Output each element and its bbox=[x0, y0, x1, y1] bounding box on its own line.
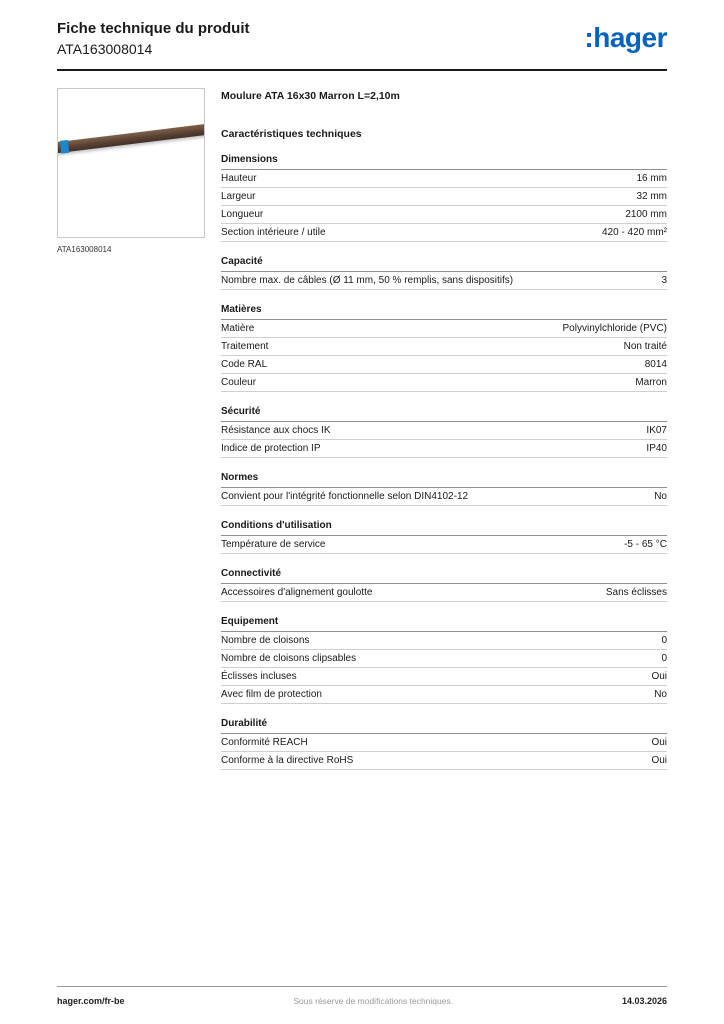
spec-value: Sans éclisses bbox=[605, 587, 667, 598]
spec-label: Couleur bbox=[221, 377, 257, 388]
spec-value: 32 mm bbox=[636, 191, 667, 202]
spec-label: Hauteur bbox=[221, 173, 257, 184]
spec-value: Oui bbox=[651, 737, 667, 748]
section-title: Durabilité bbox=[221, 718, 667, 734]
image-caption: ATA163008014 bbox=[57, 245, 112, 254]
spec-value: 420 - 420 mm² bbox=[601, 227, 667, 238]
spec-label: Matière bbox=[221, 323, 255, 334]
spec-label: Traitement bbox=[221, 341, 269, 352]
spec-row bbox=[221, 734, 667, 752]
spec-label: Convient pour l'intégrité fonctionnelle selon DIN4102-12 bbox=[221, 491, 469, 502]
spec-row bbox=[221, 584, 667, 602]
spec-section-securite bbox=[221, 406, 667, 458]
product-image bbox=[57, 88, 205, 238]
spec-row bbox=[221, 206, 667, 224]
doc-header-titles bbox=[57, 20, 250, 57]
doc-footer bbox=[57, 986, 667, 1006]
trunking-photo bbox=[57, 123, 205, 154]
spec-label: Nombre max. de câbles (Ø 11 mm, 50 % remplis, sans dispositifs) bbox=[221, 275, 514, 286]
spec-value: IP40 bbox=[646, 443, 667, 454]
spec-row bbox=[221, 668, 667, 686]
page-title: Fiche technique du produit bbox=[57, 20, 250, 37]
spec-row bbox=[221, 536, 667, 554]
spec-row bbox=[221, 338, 667, 356]
spec-value: 0 bbox=[661, 653, 667, 664]
spec-label: Nombre de cloisons bbox=[221, 635, 310, 646]
footer-site: hager.com/fr-be bbox=[57, 996, 125, 1006]
spec-label: Conformité REACH bbox=[221, 737, 308, 748]
spec-row bbox=[221, 272, 667, 290]
spec-row bbox=[221, 374, 667, 392]
spec-row bbox=[221, 188, 667, 206]
spec-section-dimensions bbox=[221, 154, 667, 242]
section-title: Dimensions bbox=[221, 154, 667, 170]
footer-row bbox=[57, 996, 667, 1006]
spec-value: -5 - 65 °C bbox=[624, 539, 667, 550]
spec-row bbox=[221, 752, 667, 770]
characteristics-heading: Caractéristiques techniques bbox=[221, 128, 362, 140]
product-sticker bbox=[60, 140, 70, 154]
spec-row bbox=[221, 170, 667, 188]
spec-section-equipement bbox=[221, 616, 667, 704]
spec-row bbox=[221, 422, 667, 440]
spec-sections bbox=[221, 154, 667, 770]
spec-value: Marron bbox=[635, 377, 667, 388]
spec-value: 2100 mm bbox=[625, 209, 667, 220]
spec-label: Avec film de protection bbox=[221, 689, 322, 700]
section-title: Equipement bbox=[221, 616, 667, 632]
section-title: Conditions d'utilisation bbox=[221, 520, 667, 536]
main-content bbox=[0, 71, 724, 770]
spec-section-conditions-utilisation bbox=[221, 520, 667, 554]
spec-label: Longueur bbox=[221, 209, 264, 220]
spec-value: 0 bbox=[661, 635, 667, 646]
footer-divider bbox=[57, 986, 667, 987]
spec-label: Code RAL bbox=[221, 359, 268, 370]
section-title: Sécurité bbox=[221, 406, 667, 422]
spec-row bbox=[221, 440, 667, 458]
product-image-column bbox=[57, 88, 205, 770]
spec-label: Section intérieure / utile bbox=[221, 227, 326, 238]
doc-header bbox=[0, 0, 724, 57]
spec-label: Accessoires d'alignement goulotte bbox=[221, 587, 373, 598]
hager-logo: :hager bbox=[584, 22, 667, 53]
spec-value: IK07 bbox=[646, 425, 667, 436]
spec-value: Oui bbox=[651, 671, 667, 682]
spec-row bbox=[221, 686, 667, 704]
footer-date: 14.03.2026 bbox=[621, 996, 667, 1006]
product-title: Moulure ATA 16x30 Marron L=2,10m bbox=[221, 90, 400, 102]
spec-value: 8014 bbox=[644, 359, 667, 370]
spec-section-normes bbox=[221, 472, 667, 506]
spec-label: Largeur bbox=[221, 191, 256, 202]
spec-label: Nombre de cloisons clipsables bbox=[221, 653, 357, 664]
product-reference: ATA163008014 bbox=[57, 41, 153, 57]
spec-label: Résistance aux chocs IK bbox=[221, 425, 331, 436]
spec-label: Indice de protection IP bbox=[221, 443, 321, 454]
spec-label: Éclisses incluses bbox=[221, 671, 297, 682]
spec-value: Polyvinylchloride (PVC) bbox=[562, 323, 667, 334]
spec-row bbox=[221, 488, 667, 506]
section-title: Normes bbox=[221, 472, 667, 488]
spec-section-matieres bbox=[221, 304, 667, 392]
spec-value: Non traité bbox=[623, 341, 667, 352]
spec-row bbox=[221, 650, 667, 668]
section-title: Matières bbox=[221, 304, 667, 320]
spec-value: No bbox=[654, 689, 667, 700]
spec-row bbox=[221, 632, 667, 650]
spec-section-durabilite bbox=[221, 718, 667, 770]
spec-value: No bbox=[654, 491, 667, 502]
footer-disclaimer: Sous réserve de modifications techniques. bbox=[293, 996, 454, 1006]
spec-value: 16 mm bbox=[636, 173, 667, 184]
spec-value: 3 bbox=[661, 275, 667, 286]
spec-section-connectivite bbox=[221, 568, 667, 602]
spec-row bbox=[221, 320, 667, 338]
spec-row bbox=[221, 224, 667, 242]
spec-label: Température de service bbox=[221, 539, 326, 550]
spec-section-capacite bbox=[221, 256, 667, 290]
spec-label: Conforme à la directive RoHS bbox=[221, 755, 354, 766]
section-title: Connectivité bbox=[221, 568, 667, 584]
section-title: Capacité bbox=[221, 256, 667, 272]
spec-column bbox=[221, 88, 667, 770]
spec-value: Oui bbox=[651, 755, 667, 766]
spec-row bbox=[221, 356, 667, 374]
